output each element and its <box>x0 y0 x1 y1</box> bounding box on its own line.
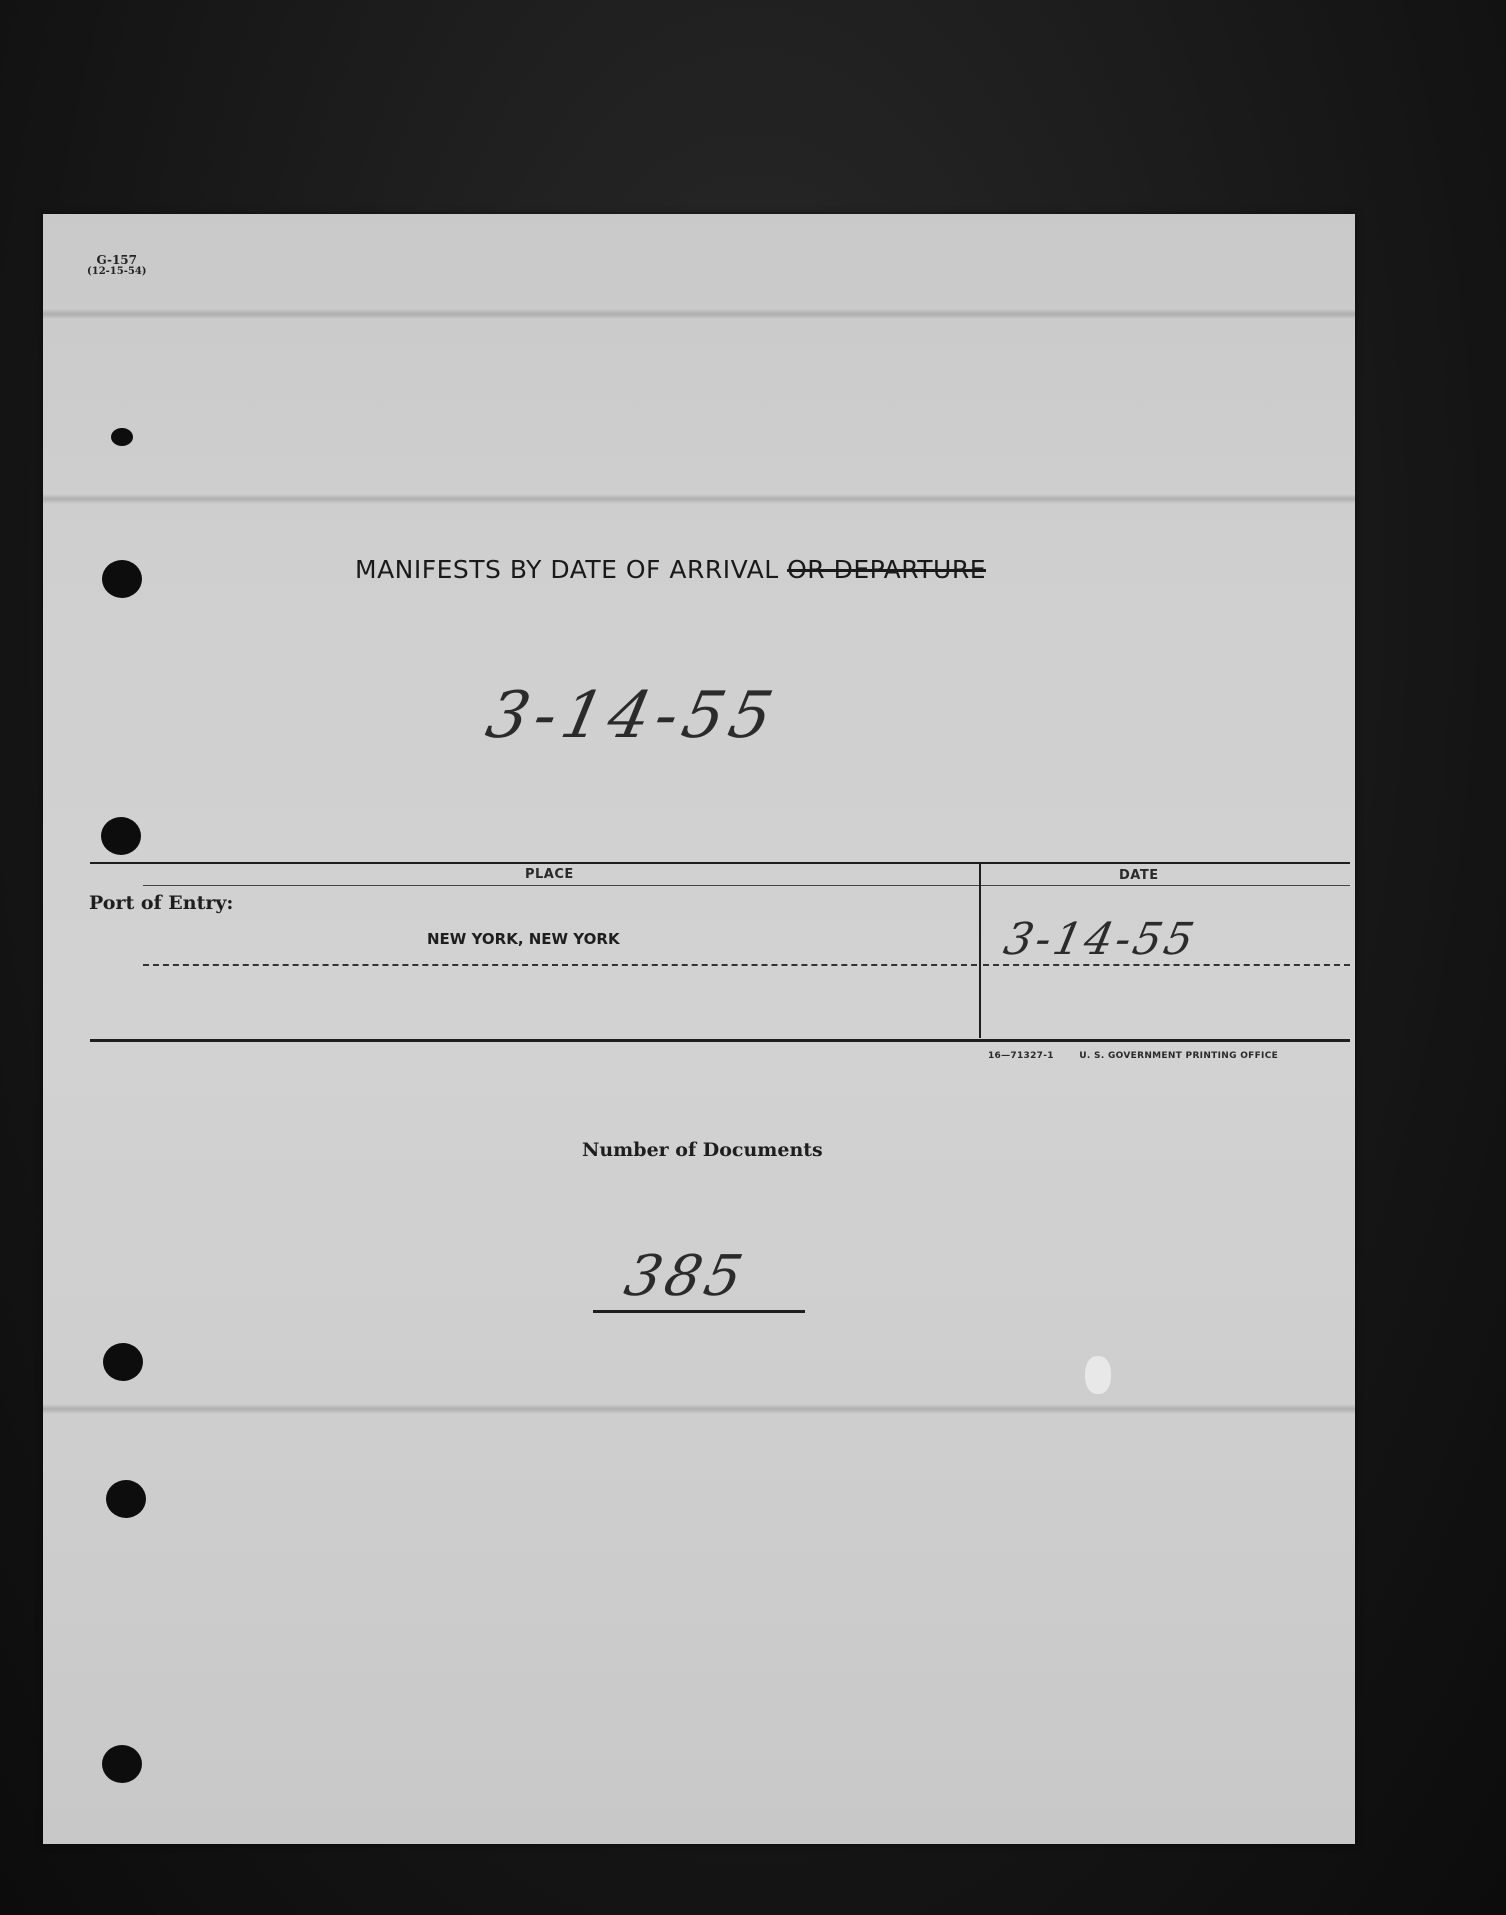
port-of-entry-value: NEW YORK, NEW YORK <box>427 930 620 948</box>
place-header: PLACE <box>525 867 574 882</box>
paper-fold-line <box>43 1404 1355 1414</box>
punch-hole <box>102 1745 142 1783</box>
paper-fold-line <box>43 309 1355 319</box>
paper-fold-line <box>43 494 1355 504</box>
table-bottom-rule <box>90 1039 1350 1042</box>
page-title <box>355 555 986 584</box>
title-struck-text: OR DEPARTURE <box>787 555 986 584</box>
arrival-date-value: 3-14-55 <box>999 914 1202 965</box>
title-main-text: MANIFESTS BY DATE OF ARRIVAL <box>355 555 779 584</box>
form-paper <box>43 214 1355 1844</box>
form-revision-date: (12-15-54) <box>87 266 147 277</box>
form-number <box>87 254 147 278</box>
punch-hole <box>101 817 141 855</box>
paper-smudge <box>1085 1356 1111 1394</box>
form-number-code: G-157 <box>96 253 137 267</box>
table-column-divider <box>979 862 981 1038</box>
date-header: DATE <box>1119 868 1159 883</box>
place-dotted-line <box>143 964 977 966</box>
printer-imprint <box>988 1051 1278 1061</box>
handwritten-date: 3-14-55 <box>480 679 785 753</box>
punch-hole <box>103 1343 143 1381</box>
header-underline <box>981 885 1350 886</box>
table-top-rule <box>90 862 1350 864</box>
document-count: 385 <box>619 1244 752 1309</box>
printer-code: 16—71327-1 <box>988 1051 1054 1061</box>
punch-hole <box>106 1480 146 1518</box>
punch-hole <box>102 560 142 598</box>
number-of-documents-label: Number of Documents <box>582 1139 823 1161</box>
punch-hole <box>111 428 133 446</box>
printer-office: U. S. GOVERNMENT PRINTING OFFICE <box>1079 1051 1279 1061</box>
date-dotted-line <box>983 964 1350 966</box>
header-underline <box>143 885 979 886</box>
document-count-underline <box>593 1310 805 1313</box>
port-of-entry-label: Port of Entry: <box>89 892 234 914</box>
